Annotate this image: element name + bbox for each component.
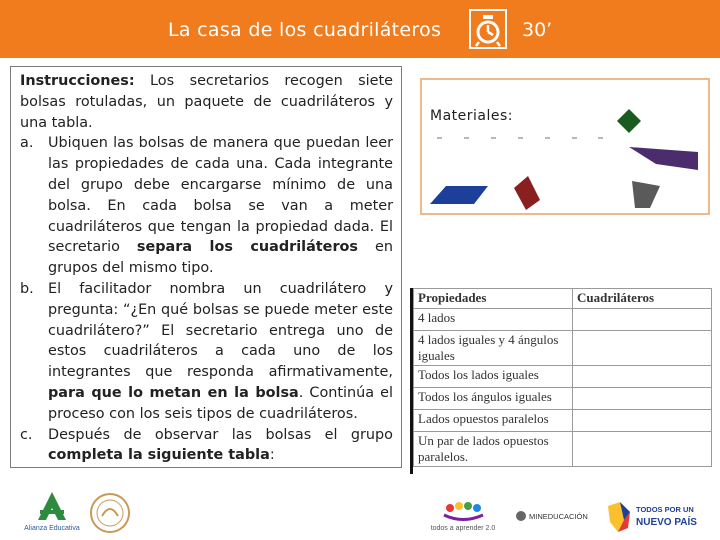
property-cell: Todos los ángulos iguales [414, 388, 573, 410]
instructions-intro-text: Los secretarios recogen siete bolsas rotuladas, un paquete de cuadriláteros y una tabla. [20, 73, 393, 131]
property-cell: Todos los lados iguales [414, 366, 573, 388]
instruction-text: Ubiquen las bolsas de manera que puedan leer las propiedades de cada una. Cada integrante del grupo debe encargarse mínimo de una bolsa. En cada bolsa se van a meter cuadriláteros que tengan la propiedad dada. El secretario [48, 135, 393, 256]
todos-a-aprender-logo [428, 498, 498, 534]
page-title: La casa de los cuadriláteros [168, 19, 442, 41]
properties-table [413, 288, 712, 467]
instruction-item-a [20, 133, 393, 279]
mineducacion-logo [514, 506, 594, 526]
instruction-bold: para que lo metan en la bolsa [48, 384, 299, 401]
time-label: 30’ [522, 19, 553, 41]
alarm-clock-icon [469, 9, 507, 49]
todos-a-aprender-text: todos a aprender 2.0 [430, 525, 496, 532]
header-bar [0, 0, 720, 58]
property-cell: Lados opuestos paralelos [414, 410, 573, 432]
instructions-intro [20, 71, 393, 133]
instruction-text: El facilitador nombra un cuadrilátero y pregunta: “¿En qué bolsas se puede meter este cuadrilátero?” El secretario entrega uno de estos cuadriláteros a cada uno de los integrantes que responda afirmativamente, [48, 280, 393, 381]
quadrilateral-answer-cell[interactable] [573, 432, 712, 467]
properties-table-container [410, 288, 715, 474]
nuevo-pais-top-text: TODOS POR UN [636, 505, 694, 514]
instruction-item-c [20, 425, 393, 467]
table-row [414, 366, 712, 388]
table-header-row [414, 289, 712, 309]
instruction-item-b [20, 279, 393, 425]
property-cell: 4 lados [414, 309, 573, 331]
school-seal-logo [88, 490, 132, 536]
instruction-bold: completa la siguiente tabla [48, 447, 270, 464]
instruction-text: : [269, 447, 275, 464]
rhombus-shape [617, 109, 641, 133]
alianza-educativa-text: Alianza Educativa [24, 525, 80, 532]
instruction-bold: separa los cuadriláteros [136, 239, 358, 256]
table-row [414, 432, 712, 467]
instruction-marker: b. [20, 280, 34, 297]
mineducacion-text: MINEDUCACIÓN [529, 512, 588, 521]
instructions-box [10, 66, 402, 468]
kite-shape [514, 176, 540, 210]
quadrilateral-answer-cell[interactable] [573, 388, 712, 410]
property-cell: 4 lados iguales y 4 ángulos iguales [414, 331, 573, 366]
instruction-text: Después de observar las bolsas el grupo [48, 426, 393, 443]
header-quadrilaterals: Cuadriláteros [573, 289, 712, 309]
table-row [414, 331, 712, 366]
quadrilateral-answer-cell[interactable] [573, 309, 712, 331]
materials-label: Materiales: [430, 108, 513, 124]
alianza-educativa-logo [22, 490, 82, 536]
table-row [414, 388, 712, 410]
quadrilateral-answer-cell[interactable] [573, 366, 712, 388]
header-properties: Propiedades [414, 289, 573, 309]
trapezoid-shape [629, 147, 698, 170]
quadrilateral-shapes-illustration [422, 80, 708, 213]
materials-box [420, 78, 710, 215]
quadrilateral-answer-cell[interactable] [573, 331, 712, 366]
parallelogram-shape [430, 186, 488, 204]
instructions-heading: Instrucciones: [20, 73, 135, 89]
instruction-text: en grupos del mismo tipo. [48, 239, 393, 277]
instruction-text: . Continúa el proceso con los seis tipos de cuadriláteros. [48, 384, 394, 422]
table-row [414, 309, 712, 331]
table-row [414, 410, 712, 432]
irregular-quadrilateral-shape [632, 181, 660, 208]
nuevo-pais-bottom-text: NUEVO PAÍS [636, 517, 697, 528]
property-cell: Un par de lados opuestos paralelos. [414, 432, 573, 467]
todos-por-un-nuevo-pais-logo [604, 498, 714, 538]
instruction-marker: c. [20, 426, 33, 443]
instruction-marker: a. [20, 135, 34, 152]
quadrilateral-answer-cell[interactable] [573, 410, 712, 432]
instructions-list [20, 133, 393, 466]
